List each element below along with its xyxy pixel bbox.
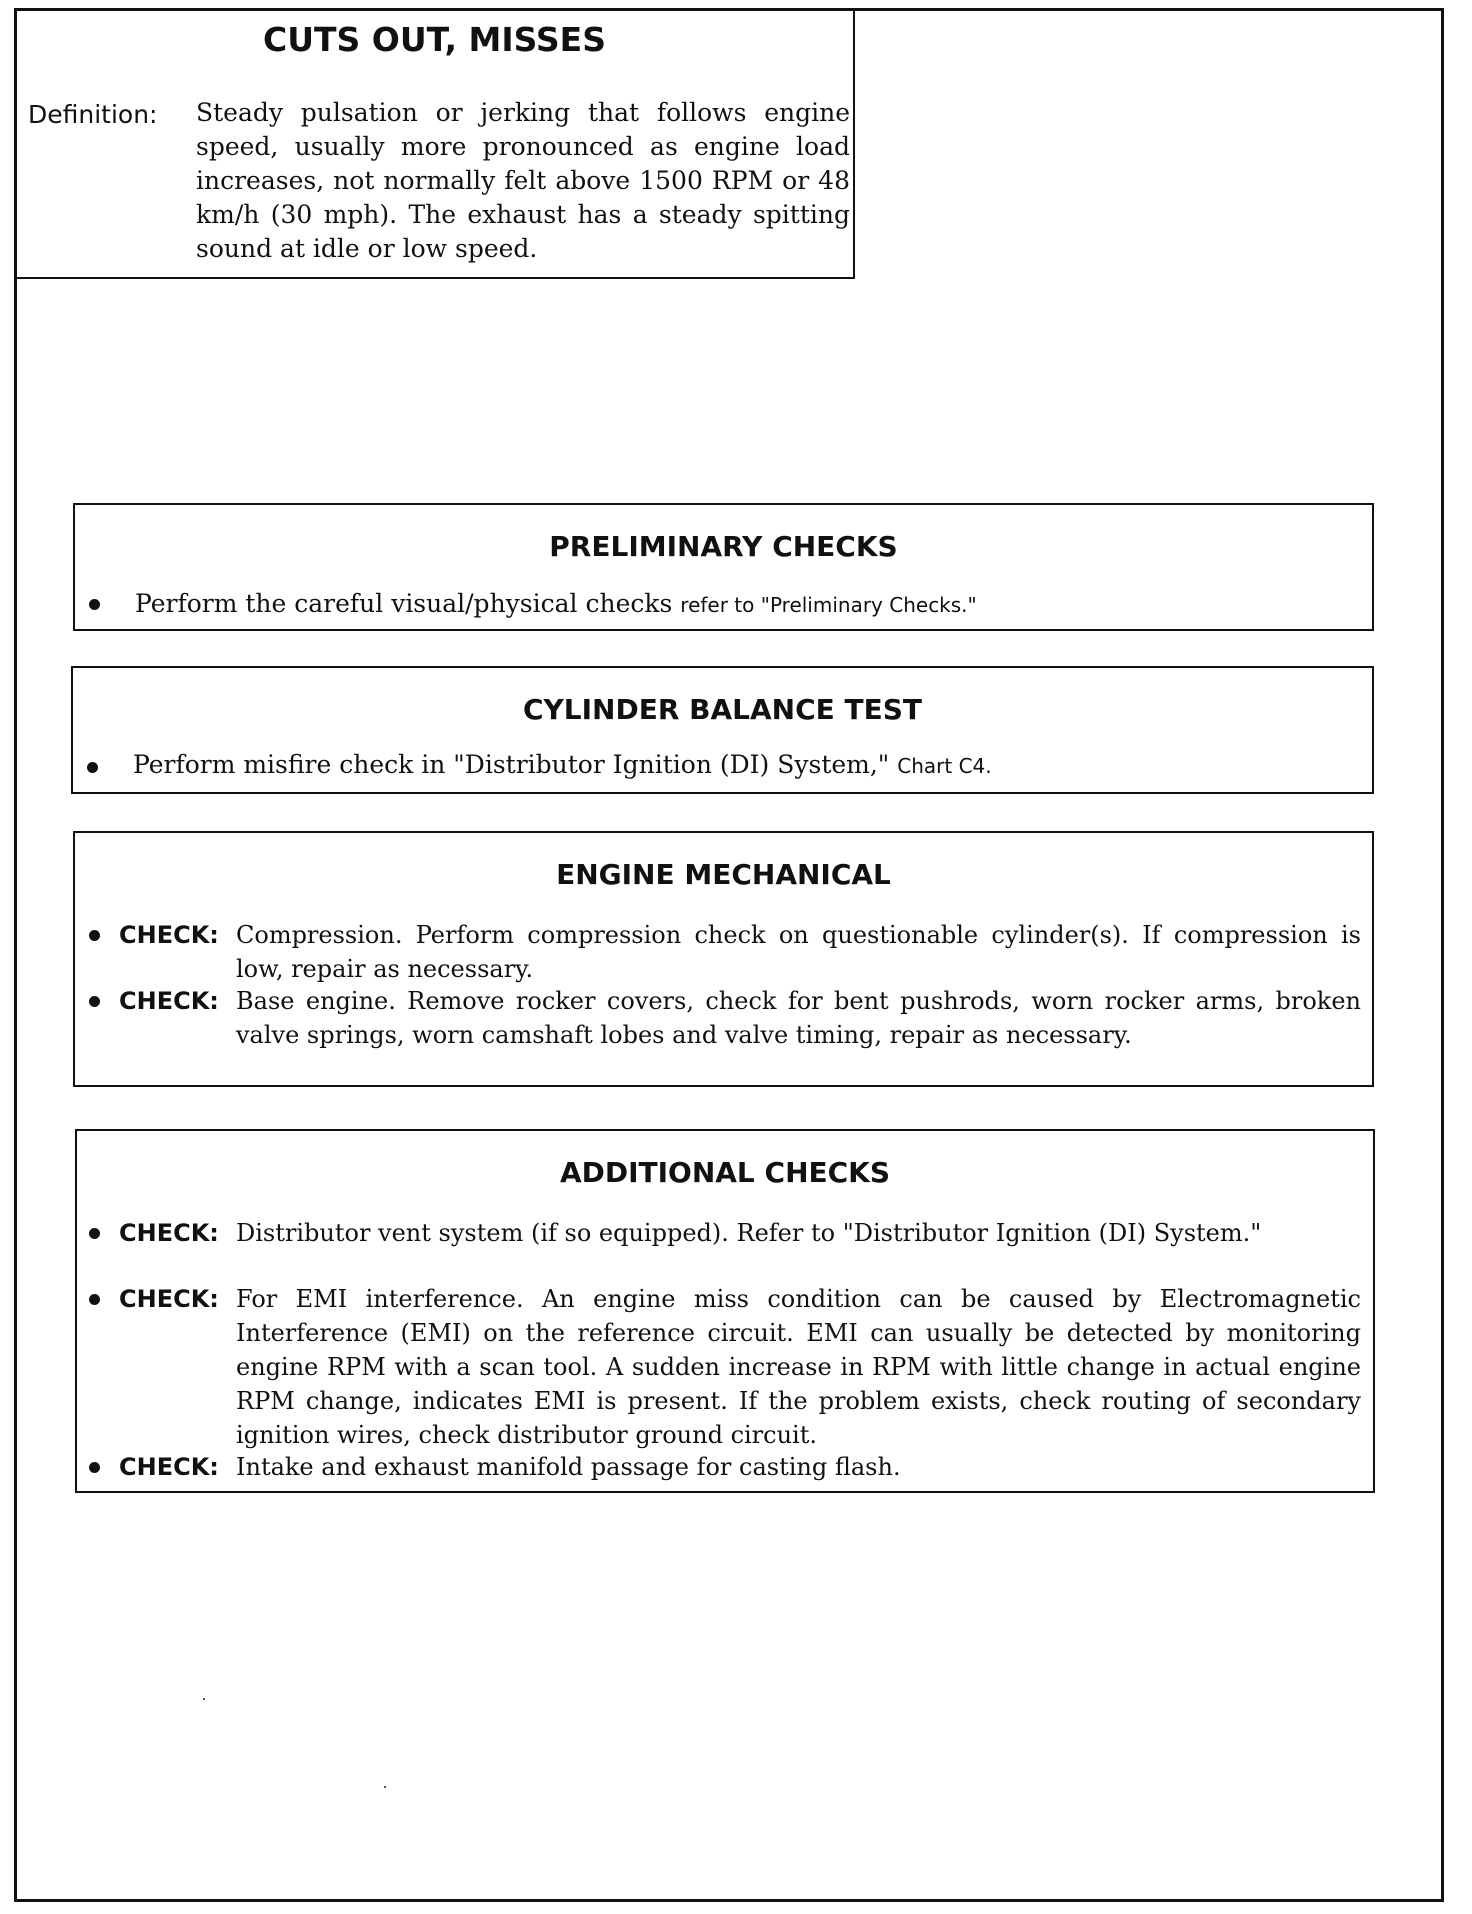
scan-speck — [384, 1786, 386, 1788]
preliminary-checks-heading: PRELIMINARY CHECKS — [549, 530, 898, 563]
bullet-icon — [89, 599, 100, 610]
cylinder-item-text: Perform misfire check in "Distributor Ignition (DI) System," — [133, 750, 890, 779]
preliminary-item-text: Perform the careful visual/physical checks — [135, 589, 673, 618]
bullet-icon — [89, 996, 100, 1007]
check-label: CHECK: — [119, 921, 219, 949]
preliminary-checks-box — [73, 503, 1374, 631]
bullet-icon — [89, 930, 100, 941]
cylinder-item — [133, 748, 992, 783]
check-text: Compression. Perform compression check on questionable cylinder(s). If compression is low, repair as necessary. — [236, 921, 1361, 983]
page-title: CUTS OUT, MISSES — [263, 20, 606, 59]
check-text: Distributor vent system (if so equipped). Refer to "Distributor Ignition (DI) System." — [236, 1219, 1262, 1247]
check-label: CHECK: — [119, 1453, 219, 1481]
bullet-icon — [89, 1228, 100, 1239]
additional-checks-heading: ADDITIONAL CHECKS — [559, 1156, 891, 1189]
check-text: Base engine. Remove rocker covers, check for bent pushrods, worn rocker arms, broken valve springs, worn camshaft lobes and valve timing, repair as necessary. — [236, 987, 1361, 1049]
engine-mechanical-box — [73, 831, 1374, 1087]
definition-label: Definition: — [28, 100, 158, 129]
check-label: CHECK: — [119, 1219, 219, 1247]
check-text: Intake and exhaust manifold passage for casting flash. — [236, 1453, 901, 1481]
bullet-icon — [89, 1462, 100, 1473]
preliminary-item — [135, 587, 977, 622]
definition-text: Steady pulsation or jerking that follows engine speed, usually more pronounced as engine load increases, not normally felt above 1500 RPM or 48 km/h (30 mph). The exhaust has a steady spitting sound at idle or low speed. — [196, 98, 850, 263]
check-label: CHECK: — [119, 1285, 219, 1313]
cylinder-item-reference: Chart C4. — [897, 754, 992, 778]
preliminary-item-reference: refer to "Preliminary Checks." — [680, 593, 977, 617]
cylinder-balance-heading: CYLINDER BALANCE TEST — [522, 693, 923, 726]
check-text: For EMI interference. An engine miss condition can be caused by Electromagnetic Interference (EMI) on the reference circuit. EMI can usually be detected by monitoring engine RPM with a scan tool. A sudden increase in RPM with little change in actual engine RPM change, indicates EMI is present. If the problem exists, check routing of secondary ignition wires, check distributor ground circuit. — [236, 1285, 1361, 1449]
check-label: CHECK: — [119, 987, 219, 1015]
bullet-icon — [87, 762, 98, 773]
title-box — [14, 8, 855, 279]
additional-checks-box — [75, 1129, 1375, 1493]
engine-mechanical-heading: ENGINE MECHANICAL — [556, 858, 891, 891]
bullet-icon — [89, 1294, 100, 1305]
scan-speck — [203, 1698, 205, 1700]
cylinder-balance-box — [71, 666, 1374, 794]
